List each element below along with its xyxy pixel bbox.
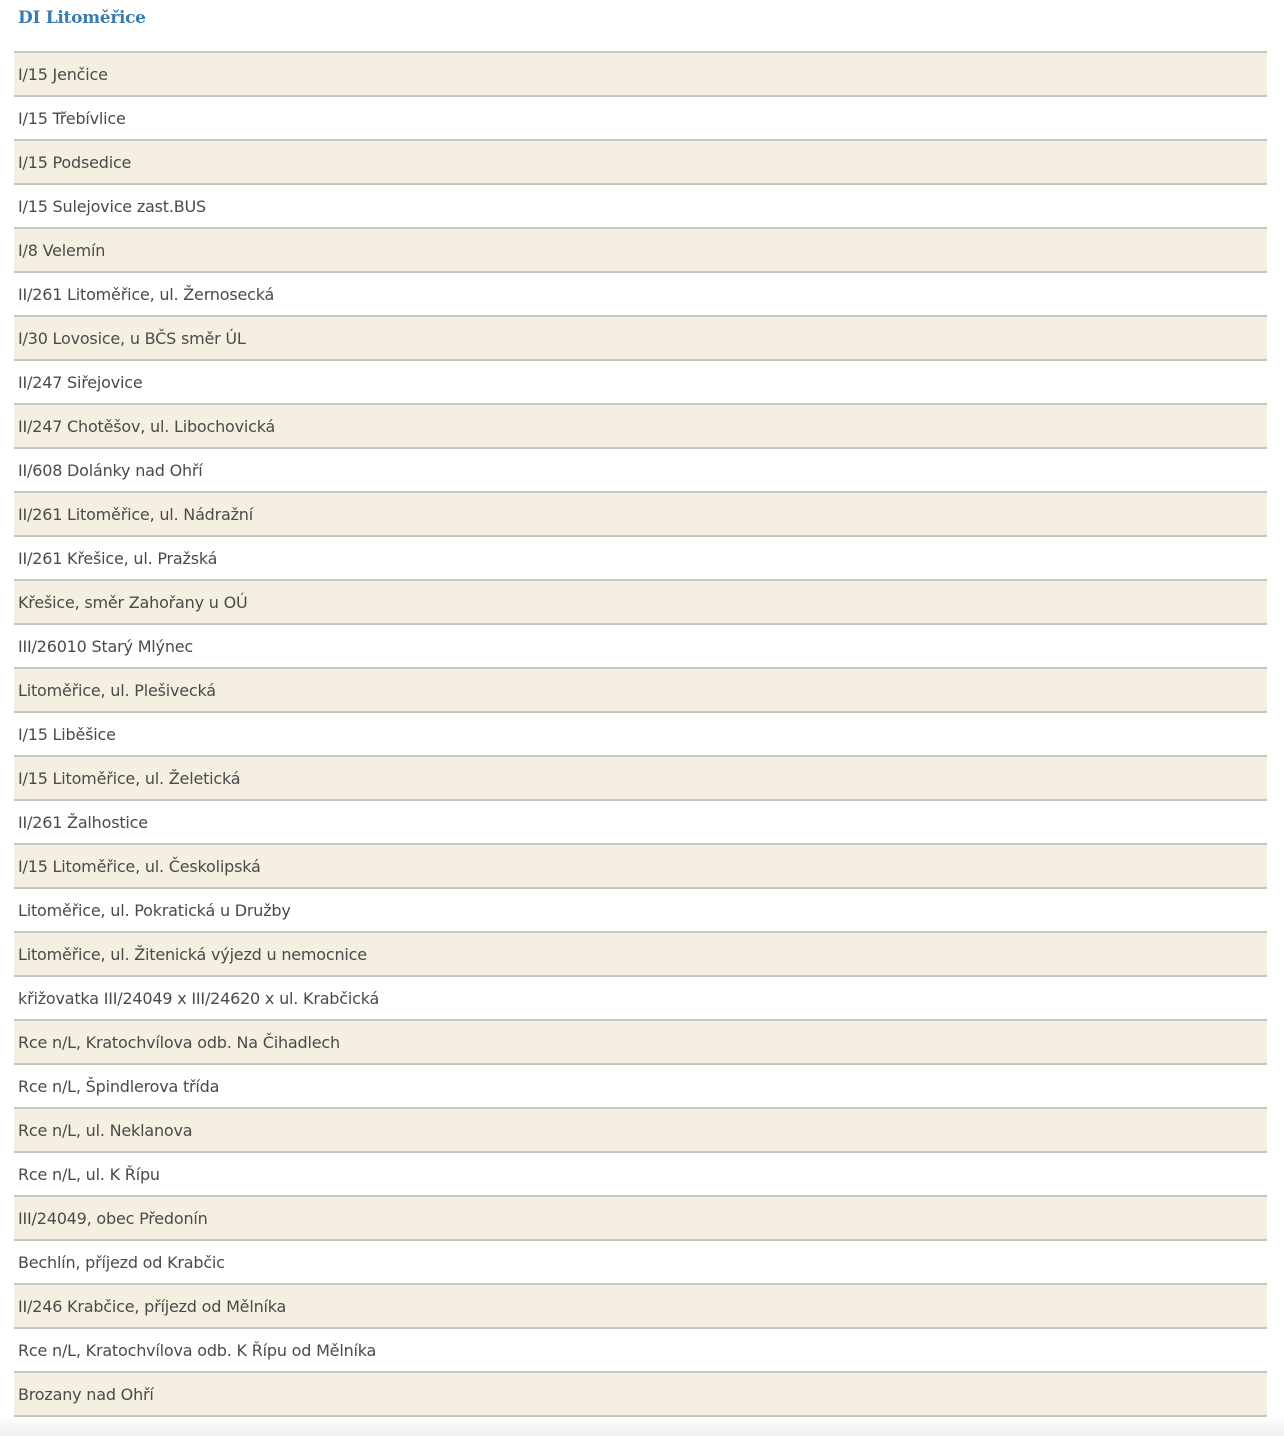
list-item[interactable]: II/261 Žalhostice: [14, 801, 1267, 845]
page-bottom-shadow: [0, 1416, 1284, 1436]
list-item[interactable]: III/26010 Starý Mlýnec: [14, 625, 1267, 669]
list-item[interactable]: II/261 Křešice, ul. Pražská: [14, 537, 1267, 581]
list-item[interactable]: Brozany nad Ohří: [14, 1373, 1267, 1417]
list-item[interactable]: Rce n/L, Špindlerova třída: [14, 1065, 1267, 1109]
list-item[interactable]: křižovatka III/24049 x III/24620 x ul. Krabčická: [14, 977, 1267, 1021]
list-item[interactable]: II/247 Siřejovice: [14, 361, 1267, 405]
list-item[interactable]: Litoměřice, ul. Plešivecká: [14, 669, 1267, 713]
list-item[interactable]: Litoměřice, ul. Žitenická výjezd u nemocnice: [14, 933, 1267, 977]
list-item[interactable]: I/15 Jenčice: [14, 53, 1267, 97]
list-item[interactable]: II/261 Litoměřice, ul. Žernosecká: [14, 273, 1267, 317]
list-item[interactable]: III/24049, obec Předonín: [14, 1197, 1267, 1241]
list-item[interactable]: Litoměřice, ul. Pokratická u Družby: [14, 889, 1267, 933]
list-item[interactable]: I/8 Velemín: [14, 229, 1267, 273]
list-item[interactable]: I/15 Litoměřice, ul. Želetická: [14, 757, 1267, 801]
list-item[interactable]: I/15 Liběšice: [14, 713, 1267, 757]
list-item[interactable]: II/608 Dolánky nad Ohří: [14, 449, 1267, 493]
list-item[interactable]: Rce n/L, ul. Neklanova: [14, 1109, 1267, 1153]
list-item[interactable]: I/15 Litoměřice, ul. Českolipská: [14, 845, 1267, 889]
list-item[interactable]: Rce n/L, ul. K Řípu: [14, 1153, 1267, 1197]
list-item[interactable]: I/15 Sulejovice zast.BUS: [14, 185, 1267, 229]
list-item[interactable]: I/15 Podsedice: [14, 141, 1267, 185]
list-item[interactable]: Bechlín, příjezd od Krabčic: [14, 1241, 1267, 1285]
list-item[interactable]: Rce n/L, Kratochvílova odb. K Řípu od Mělníka: [14, 1329, 1267, 1373]
section-title: DI Litoměřice: [18, 8, 146, 28]
list-item[interactable]: Rce n/L, Kratochvílova odb. Na Čihadlech: [14, 1021, 1267, 1065]
list-item[interactable]: II/247 Chotěšov, ul. Libochovická: [14, 405, 1267, 449]
list-item[interactable]: II/246 Krabčice, příjezd od Mělníka: [14, 1285, 1267, 1329]
list-item[interactable]: I/15 Třebívlice: [14, 97, 1267, 141]
list-item[interactable]: Křešice, směr Zahořany u OÚ: [14, 581, 1267, 625]
list-item[interactable]: I/30 Lovosice, u BČS směr ÚL: [14, 317, 1267, 361]
location-list: [14, 51, 1267, 1417]
list-item[interactable]: II/261 Litoměřice, ul. Nádražní: [14, 493, 1267, 537]
